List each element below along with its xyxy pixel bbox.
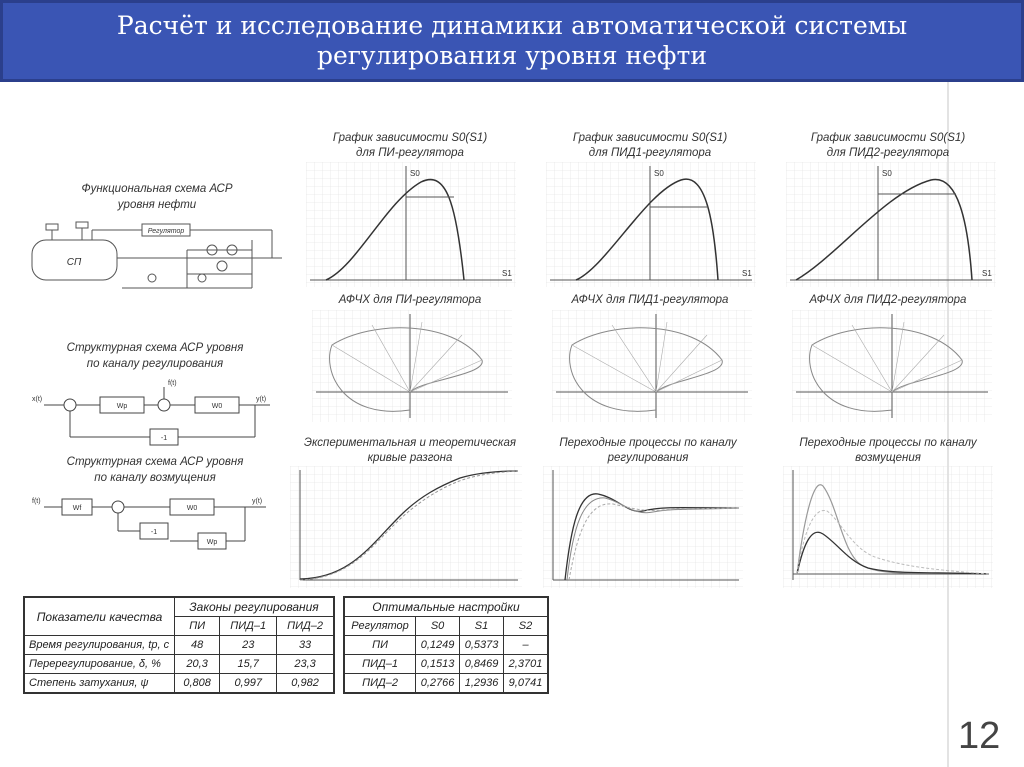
quality-cell: 33 — [277, 636, 334, 655]
settings-cell: 0,2766 — [416, 674, 460, 693]
quality-row-label: Степень затухания, ψ — [25, 674, 175, 693]
sc-input: x(t) — [32, 396, 43, 403]
settings-col-s1: S1 — [460, 617, 504, 636]
s0s1-chart-pid2 — [786, 162, 996, 287]
quality-cell: 0,982 — [277, 674, 334, 693]
sd-block-feedback: -1 — [150, 529, 158, 536]
settings-cell: – — [504, 636, 548, 655]
quality-header-main: Показатели качества — [25, 598, 175, 636]
structural-control-title-1: Структурная схема АСР уровня — [66, 342, 244, 354]
sd-input: f(t) — [32, 498, 41, 505]
quality-header-laws: Законы регулирования — [175, 598, 334, 617]
s0s1-chart-pi — [306, 162, 516, 287]
slide-title-line1: Расчёт и исследование динамики автоматической системы — [116, 11, 908, 40]
settings-cell: 0,1249 — [416, 636, 460, 655]
s0s1-pid1-xlabel: S1 — [742, 269, 752, 278]
quality-col-pi: ПИ — [175, 617, 220, 636]
sc-block-wr: Wр — [116, 403, 128, 410]
sc-output: y(t) — [256, 396, 267, 403]
settings-cell: 2,3701 — [504, 655, 548, 674]
trans-dist-chart — [783, 466, 993, 588]
s0s1-pid2-title-2: для ПИД2-регулятора — [826, 147, 950, 159]
page-number: 12 — [958, 715, 1001, 757]
s0s1-pi-xlabel: S1 — [502, 269, 512, 278]
afc-chart-pid1 — [552, 310, 752, 422]
quality-cell: 0,997 — [220, 674, 277, 693]
afc-pid2-title: АФЧХ для ПИД2-регулятора — [809, 294, 967, 306]
s0s1-pi-title-1: График зависимости S0(S1) — [332, 132, 488, 144]
s0s1-pid2-ylabel: S0 — [882, 169, 892, 178]
trans-dist-title-1: Переходные процессы по каналу — [799, 437, 977, 449]
sd-block-wr: Wр — [206, 539, 218, 546]
functional-title-1: Функциональная схема АСР — [81, 183, 233, 195]
slide-title-line2: регулирования уровня нефти — [317, 41, 707, 70]
quality-cell: 23,3 — [277, 655, 334, 674]
afc-chart-pi — [312, 310, 512, 422]
sd-output: y(t) — [252, 498, 263, 505]
settings-cell: 9,0741 — [504, 674, 548, 693]
trans-control-title-1: Переходные процессы по каналу — [559, 437, 737, 449]
settings-col-s2: S2 — [504, 617, 548, 636]
quality-col-pid2: ПИД–2 — [277, 617, 334, 636]
tank-label: СП — [66, 257, 82, 268]
settings-cell: 0,8469 — [460, 655, 504, 674]
structural-control-title-2: по каналу регулирования — [86, 358, 224, 370]
controller-label: Регулятор — [147, 228, 185, 235]
quality-col-pid1: ПИД–1 — [220, 617, 277, 636]
s0s1-pid2-title-1: График зависимости S0(S1) — [810, 132, 966, 144]
s0s1-pid1-title-2: для ПИД1-регулятора — [588, 147, 712, 159]
settings-cell: 0,1513 — [416, 655, 460, 674]
quality-cell: 0,808 — [175, 674, 220, 693]
quality-table — [24, 597, 334, 693]
settings-cell: 1,2936 — [460, 674, 504, 693]
functional-title-2: уровня нефти — [117, 199, 197, 211]
quality-cell: 20,3 — [175, 655, 220, 674]
settings-cell: 0,5373 — [460, 636, 504, 655]
structural-disturbance-title-1: Структурная схема АСР уровня — [66, 456, 244, 468]
s0s1-chart-pid1 — [546, 162, 756, 287]
afc-pi-title: АФЧХ для ПИ-регулятора — [338, 294, 482, 306]
sc-block-w0: W0 — [211, 403, 223, 410]
settings-table — [344, 597, 548, 693]
sd-block-wf: Wf — [72, 505, 82, 512]
quality-cell: 48 — [175, 636, 220, 655]
settings-cell: ПИД–1 — [345, 655, 416, 674]
quality-cell: 15,7 — [220, 655, 277, 674]
settings-header: Оптимальные настройки — [345, 598, 548, 617]
quality-cell: 23 — [220, 636, 277, 655]
sc-disturbance: f(t) — [168, 380, 177, 387]
trans-control-title-2: регулирования — [607, 452, 689, 464]
s0s1-pid1-ylabel: S0 — [654, 169, 664, 178]
step-exp-title-1: Экспериментальная и теоретическая — [303, 437, 517, 449]
quality-row-label: Время регулирования, tр, с — [25, 636, 175, 655]
s0s1-pi-ylabel: S0 — [410, 169, 420, 178]
trans-control-chart — [543, 466, 743, 588]
s0s1-pi-title-2: для ПИ-регулятора — [356, 147, 464, 159]
quality-row-label: Перерегулирование, δ, % — [25, 655, 175, 674]
settings-col-regulator: Регулятор — [345, 617, 416, 636]
settings-cell: ПИД–2 — [345, 674, 416, 693]
structural-disturbance-title-2: по каналу возмущения — [94, 472, 216, 484]
sc-feedback: -1 — [160, 435, 168, 442]
sd-block-w0: W0 — [186, 505, 198, 512]
afc-pid1-title: АФЧХ для ПИД1-регулятора — [571, 294, 729, 306]
step-exp-title-2: кривые разгона — [367, 452, 453, 464]
step-exp-chart — [290, 466, 522, 588]
settings-col-s0: S0 — [416, 617, 460, 636]
s0s1-pid2-xlabel: S1 — [982, 269, 992, 278]
afc-chart-pid2 — [792, 310, 992, 422]
s0s1-pid1-title-1: График зависимости S0(S1) — [572, 132, 728, 144]
settings-cell: ПИ — [345, 636, 416, 655]
trans-dist-title-2: возмущения — [855, 452, 921, 464]
